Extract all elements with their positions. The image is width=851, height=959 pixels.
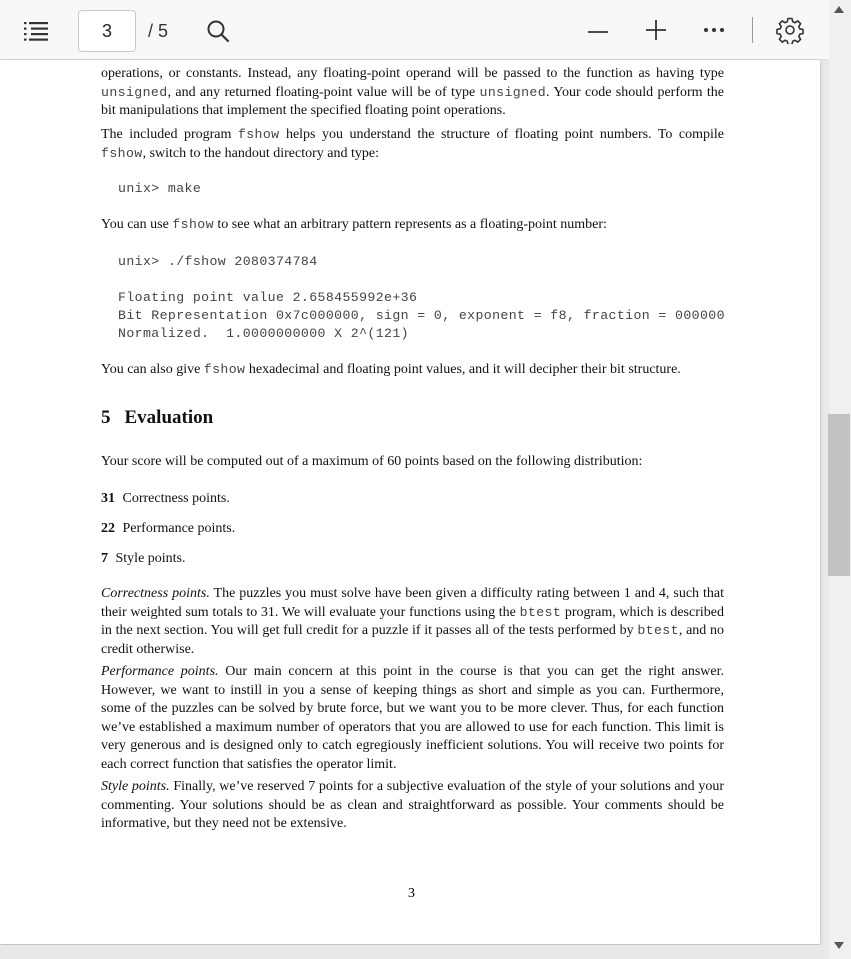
scroll-down-arrow-icon[interactable] bbox=[834, 942, 844, 949]
more-options-button[interactable] bbox=[700, 16, 728, 44]
zoom-in-button[interactable] bbox=[642, 16, 670, 44]
scrollbar-thumb[interactable] bbox=[828, 414, 850, 576]
paragraph-performance: Performance points. Our main concern at this point in the course is that you can get the right answer. However, we want to instill in you a sense of keeping things as short and simple as you can. Furthermore, some of the puzzles can be solved by brute force, but we want you to be more clever. Thus, for each function we’ve established a maximum number of operators that you are allowed to use for each function. This limit is very generous and is designed only to catch egregiously inefficient solutions. You will receive two points for each correct function that satisfies the operator limit. bbox=[101, 664, 724, 772]
minus-icon bbox=[586, 20, 610, 44]
page-number-footer: 3 bbox=[408, 886, 415, 901]
list-item: 7 Style points. bbox=[101, 551, 186, 566]
plus-icon bbox=[644, 18, 668, 42]
code-fshow-output: Floating point value 2.658455992e+36 Bit Representation 0x7c000000, sign = 0, exponent = f8, fraction = 000000 Normalized. 1.0000000000 X 2^(121) bbox=[118, 290, 725, 341]
table-of-contents-icon bbox=[24, 21, 48, 41]
section-heading: 5 Evaluation bbox=[101, 407, 214, 428]
page-total: / 5 bbox=[148, 20, 169, 41]
code-fshow-command: unix> ./fshow 2080374784 bbox=[118, 254, 318, 269]
pdf-page bbox=[0, 60, 820, 944]
table-of-contents-button[interactable] bbox=[22, 17, 50, 45]
paragraph-style: Style points. Finally, we’ve reserved 7 points for a subjective evaluation of the style of your solutions and your commenting. Your solutions should be as clean and straightforward as possible. Your comments should be informative, but they need not be extensive. bbox=[101, 779, 724, 831]
code-make: unix> make bbox=[118, 181, 202, 196]
page-number-input[interactable] bbox=[78, 10, 136, 52]
more-icon bbox=[702, 18, 726, 42]
paragraph-operands: operations, or constants. Instead, any floating-point operand will be passed to the function as having type unsigned, and any returned floating-point value will be of type unsigned. Your code should perform the bit manipulations that implement the specified floating point operations. bbox=[101, 66, 724, 118]
zoom-out-button[interactable] bbox=[584, 18, 612, 46]
gear-icon bbox=[776, 16, 804, 44]
page-number-value: 3 bbox=[101, 20, 112, 41]
toolbar-divider bbox=[752, 17, 753, 43]
viewer-background bbox=[0, 945, 829, 959]
paragraph-fshow: The included program fshow helps you understand the structure of floating point numbers. To compile fshow, switch to the handout directory and type: bbox=[101, 127, 724, 161]
scroll-up-arrow-icon[interactable] bbox=[834, 6, 844, 13]
search-button[interactable] bbox=[204, 17, 232, 45]
paragraph-hex: You can also give fshow hexadecimal and floating point values, and it will decipher their bit structure. bbox=[101, 362, 681, 377]
paragraph-correctness: Correctness points. The puzzles you must solve have been given a difficulty rating between 1 and 4, such that their weighted sum totals to 31. We will evaluate your functions using the btest program, which is described in the next section. You will get full credit for a puzzle if it passes all of the tests performed by btest, and no credit otherwise. bbox=[101, 586, 724, 657]
list-item: 22 Performance points. bbox=[101, 521, 236, 536]
settings-button[interactable] bbox=[775, 15, 805, 45]
search-icon bbox=[206, 19, 230, 43]
paragraph-score: Your score will be computed out of a maximum of 60 points based on the following distribution: bbox=[101, 454, 643, 469]
list-item: 31 Correctness points. bbox=[101, 491, 230, 506]
pdf-toolbar bbox=[0, 0, 829, 60]
paragraph-use-fshow: You can use fshow to see what an arbitrary pattern represents as a floating-point number: bbox=[101, 217, 607, 232]
